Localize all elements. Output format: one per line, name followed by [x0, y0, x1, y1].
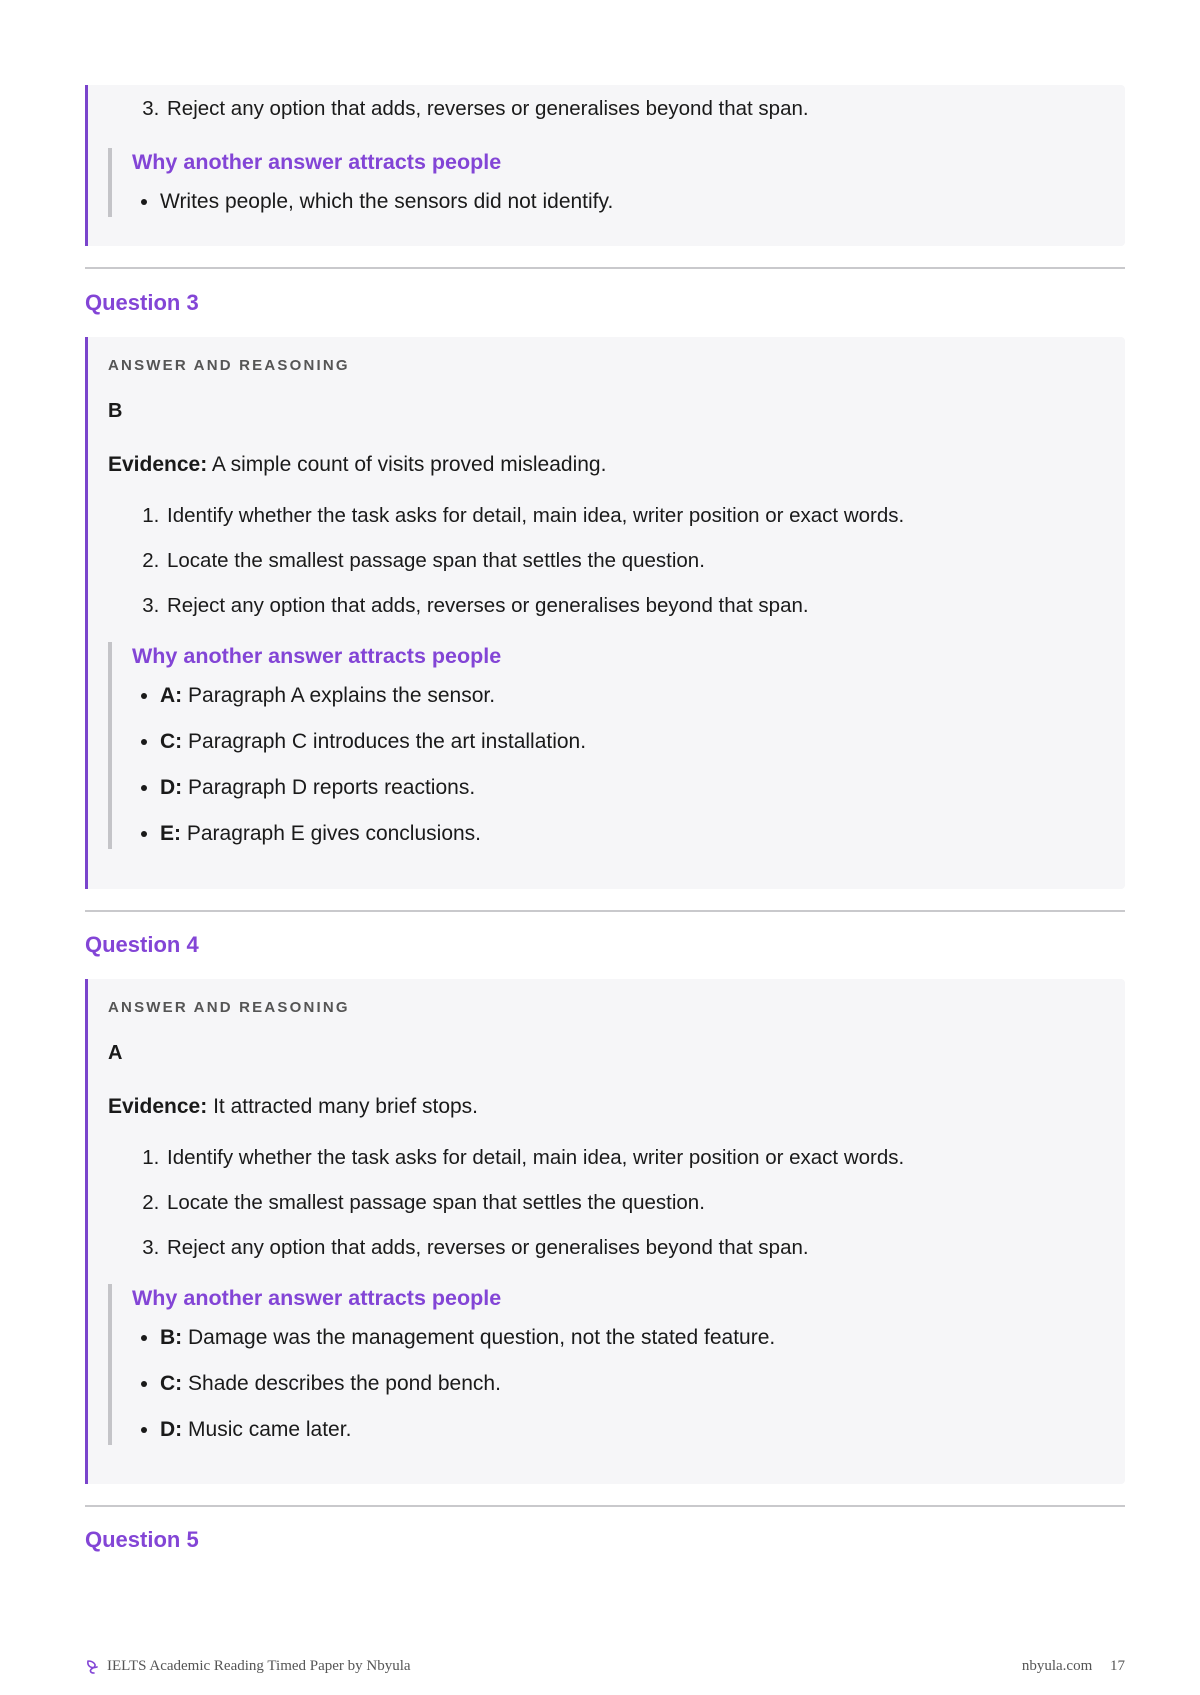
q3-why-list — [132, 683, 1105, 847]
question-4-title: Question 4 — [85, 932, 199, 957]
divider — [85, 1505, 1125, 1507]
footer-site-link[interactable]: nbyula.com — [1021, 1658, 1093, 1674]
footer-right — [1008, 1658, 1125, 1675]
q4-answer: A — [108, 1042, 123, 1064]
q3-why-title: Why another answer attracts people — [132, 644, 502, 668]
q3-section-label: ANSWER AND REASONING — [108, 357, 350, 374]
q3-why-item-d: • D: Paragraph D reports reactions. — [160, 775, 1105, 801]
question-3-title: Question 3 — [85, 290, 199, 315]
q4-why-block — [108, 1284, 1105, 1445]
q4-answer-card — [85, 979, 1125, 1484]
q3-evidence-text: A simple count of visits proved misleading. — [211, 453, 607, 476]
q4-why-item-c: • C: Shade describes the pond bench. — [160, 1371, 1105, 1397]
footer-left — [85, 1658, 411, 1675]
q3-step-3: 3. Reject any option that adds, reverses or generalises beyond that span. — [165, 593, 1105, 619]
footer-title: IELTS Academic Reading Timed Paper by Nbyula — [107, 1658, 411, 1674]
q4-why-title: Why another answer attracts people — [132, 1286, 502, 1310]
q2-why-title: Why another answer attracts people — [132, 150, 502, 174]
page-number: 17 — [1110, 1658, 1125, 1674]
nbyula-logo-icon — [85, 1659, 101, 1675]
q3-evidence — [108, 453, 1105, 477]
q4-why-list — [132, 1325, 1105, 1443]
q4-why-item-b: • B: Damage was the management question, not the stated feature. — [160, 1325, 1105, 1351]
q4-section-label: ANSWER AND REASONING — [108, 999, 350, 1016]
q3-why-item-c: • C: Paragraph C introduces the art installation. — [160, 729, 1105, 755]
q4-step-3: 3. Reject any option that adds, reverses or generalises beyond that span. — [165, 1235, 1105, 1261]
q3-evidence-label: Evidence: — [108, 453, 208, 476]
page-footer — [85, 1658, 1125, 1675]
q3-answer-card — [85, 337, 1125, 889]
q4-evidence-label: Evidence: — [108, 1095, 208, 1118]
q3-why-block — [108, 642, 1105, 849]
q3-step-2: 2. Locate the smallest passage span that settles the question. — [165, 548, 1105, 574]
q4-step-1: 1. Identify whether the task asks for detail, main idea, writer position or exact words. — [165, 1145, 1105, 1171]
q4-why-item-d: • D: Music came later. — [160, 1417, 1105, 1443]
q3-step-1: 1. Identify whether the task asks for detail, main idea, writer position or exact words. — [165, 503, 1105, 529]
q4-steps-list — [108, 1145, 1105, 1261]
q3-steps-list — [108, 503, 1105, 619]
q4-evidence-text: It attracted many brief stops. — [213, 1095, 479, 1118]
divider — [85, 267, 1125, 269]
question-5-title: Question 5 — [85, 1527, 199, 1552]
q3-why-item-a: • A: Paragraph A explains the sensor. — [160, 683, 1105, 709]
divider — [85, 910, 1125, 912]
q2-answer-card — [85, 85, 1125, 246]
q2-step-3: 3. Reject any option that adds, reverses or generalises beyond that span. — [165, 96, 1105, 122]
q2-steps-list — [108, 85, 1105, 122]
q2-why-item: • Writes people, which the sensors did not identify. — [160, 189, 1105, 215]
q3-answer: B — [108, 400, 123, 422]
q4-evidence — [108, 1095, 1105, 1119]
q2-why-block — [108, 148, 1105, 217]
q2-why-list — [132, 189, 1105, 215]
q3-why-item-e: • E: Paragraph E gives conclusions. — [160, 821, 1105, 847]
q4-step-2: 2. Locate the smallest passage span that settles the question. — [165, 1190, 1105, 1216]
